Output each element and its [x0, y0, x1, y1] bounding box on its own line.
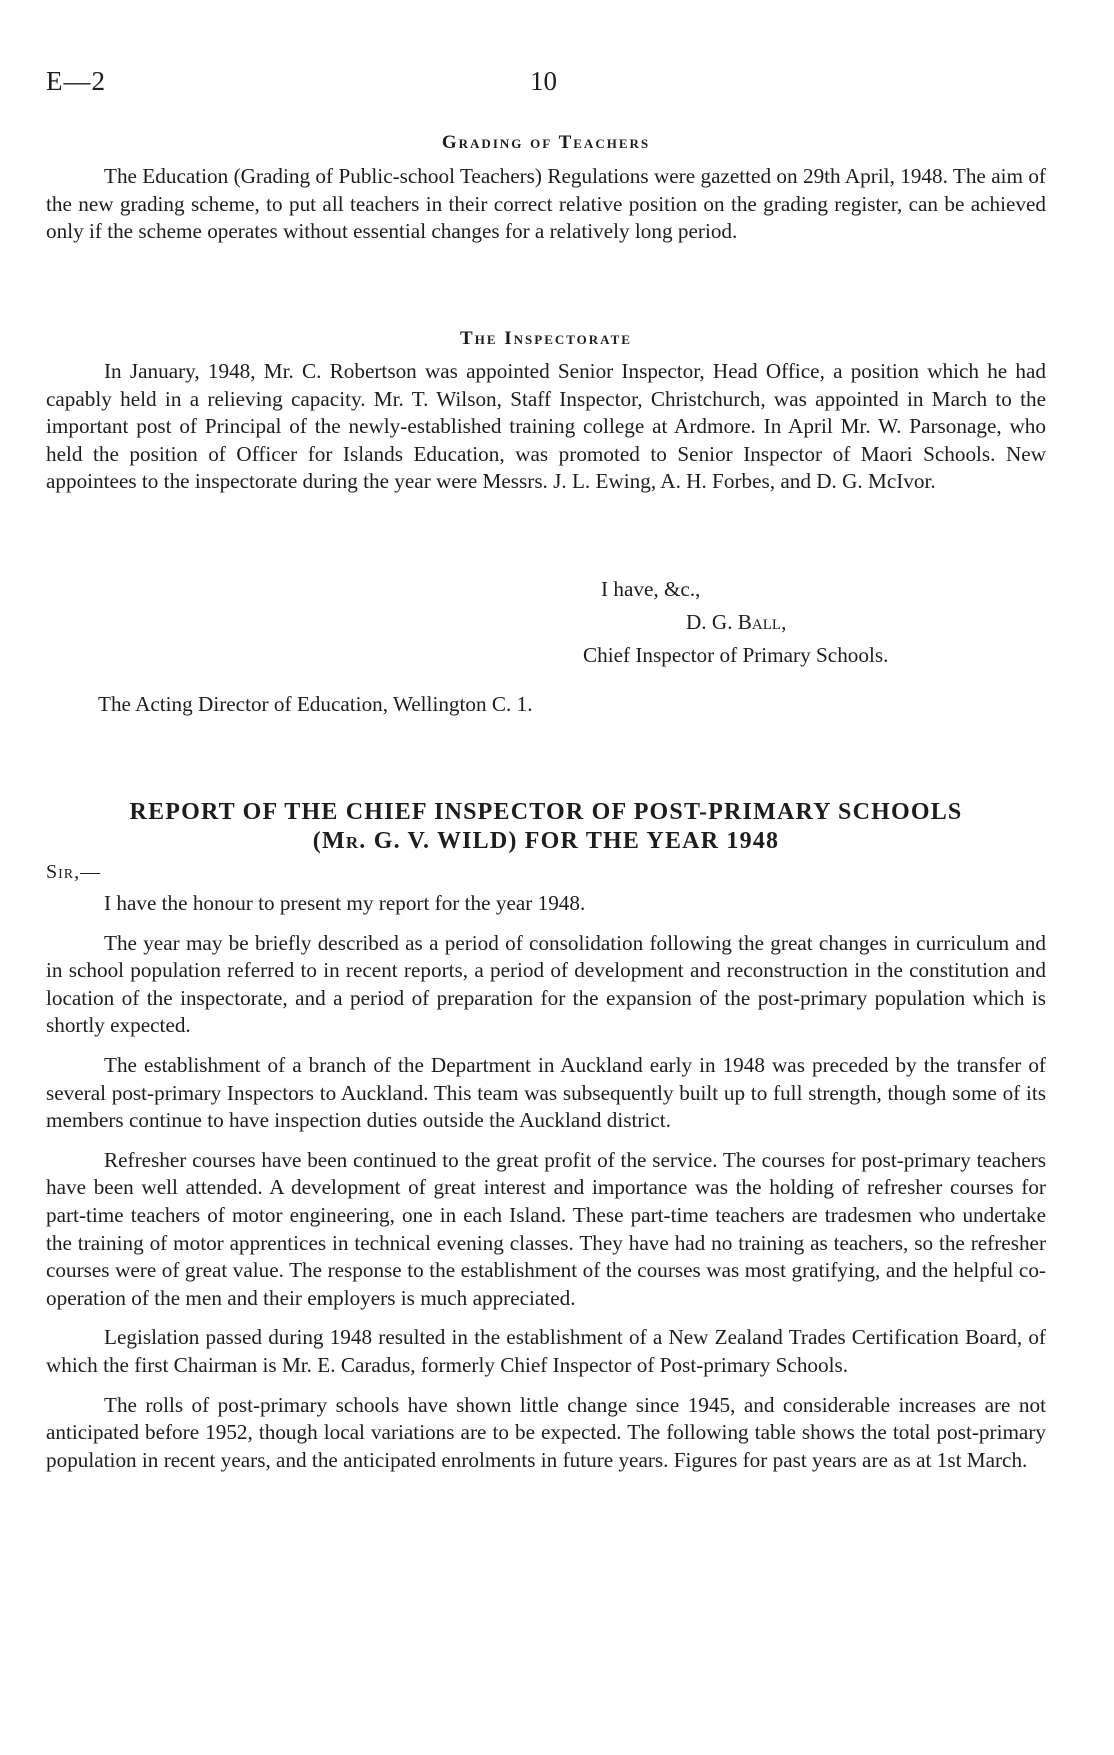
report-paragraph: Legislation passed during 1948 resulted in the establishment of a New Zealand Trades Certification Board, of which the first Chairman is Mr. E. Caradus, formerly Chief Inspector of Post-primary Schools. — [46, 1325, 1046, 1377]
inspectorate-paragraph: In January, 1948, Mr. C. Robertson was appointed Senior Inspector, Head Office, a position which he had capably held in a relieving capacity. Mr. T. Wilson, Staff Inspector, Christchurch, was appointed in March to the important post of Principal of the newly-established training college at Ardmore. In April Mr. W. Parsonage, who held the position of Officer for Islands Education, was promoted to Senior Inspector of Maori Schools. New appointees to the inspectorate during the year were Messrs. J. L. Ewing, A. H. Forbes, and D. G. McIvor. — [46, 359, 1046, 494]
section-heading-grading: Grading of Teachers — [441, 132, 651, 153]
addressee: The Acting Director of Education, Wellington C. 1. — [98, 692, 533, 716]
grading-section — [46, 132, 1046, 154]
report-paragraph: Refresher courses have been continued to the great profit of the service. The courses for post-primary teachers have been well attended. A development of great interest and importance was the holding of refresher courses for part-time teachers of motor engineering, one in each Island. These part-time teachers are tradesmen who undertake the training of motor apprentices in technical evening classes. They have had no training as teachers, so the refresher courses were of great value. The response to the establishment of the courses was most gratifying, and the helpful co-operation of the men and their employers is much appreciated. — [46, 1147, 1046, 1310]
report-title-line-1: REPORT OF THE CHIEF INSPECTOR OF POST-PRIMARY SCHOOLS — [129, 799, 963, 825]
report-title — [46, 798, 1046, 856]
report-body — [46, 890, 1046, 1474]
report-paragraph: The rolls of post-primary schools have shown little change since 1945, and considerable increases are not anticipated before 1952, though local variations are to be expected. The following table shows the total post-primary population in recent years, and the anticipated enrolments in future years. Figures for past years are as at 1st March. — [46, 1392, 1046, 1472]
report-paragraph: I have the honour to present my report for the year 1948. — [104, 891, 586, 915]
report-title-block — [46, 798, 1046, 856]
grading-paragraph: The Education (Grading of Public-school Teachers) Regulations were gazetted on 29th April, 1948. The aim of the new grading scheme, to put all teachers in their correct relative position on the grading register, can be achieved only if the scheme operates without essential changes for a relatively long period. — [46, 164, 1046, 244]
section-heading-inspectorate: The Inspectorate — [460, 328, 632, 349]
inspectorate-body — [46, 358, 1046, 496]
signature-name: D. G. Ball, — [686, 610, 787, 634]
report-title-paren: ( — [312, 828, 322, 854]
signature-title: Chief Inspector of Primary Schools. — [583, 643, 889, 667]
inspectorate-section — [46, 328, 1046, 350]
report-title-mr: Mr. — [321, 828, 367, 854]
page-number: 10 — [530, 66, 557, 96]
signature-closing: I have, &c., — [601, 577, 701, 601]
report-title-rest: G. V. WILD) FOR THE YEAR 1948 — [366, 828, 780, 854]
page-header — [46, 66, 1068, 106]
report-paragraph: The establishment of a branch of the Department in Auckland early in 1948 was preceded by the transfer of several post-primary Inspectors to Auckland. This team was subsequently built up to full strength, though some of its members continue to have inspection duties outside the Auckland district. — [46, 1052, 1046, 1133]
document-code: E—2 — [46, 66, 106, 96]
salutation: Sir,— — [46, 861, 102, 883]
report-title-line-2 — [313, 828, 779, 854]
grading-body — [46, 163, 1046, 246]
report-paragraph: The year may be briefly described as a period of consolidation following the great changes in curriculum and in school population referred to in recent reports, a period of development and reconstruction in the constitution and location of the inspectorate, and a period of preparation for the expansion of the post-primary population which is shortly expected. — [46, 930, 1046, 1038]
